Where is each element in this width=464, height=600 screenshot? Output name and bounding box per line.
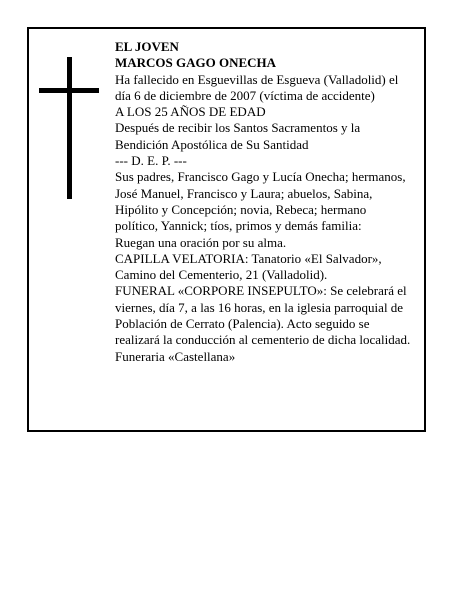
cross-horizontal-bar xyxy=(39,88,99,93)
deceased-name: MARCOS GAGO ONECHA xyxy=(115,55,277,71)
sacraments-line: Después de recibir los Santos Sacramentos y la Bendición Apostólica de Su Santidad xyxy=(115,120,361,152)
family-list: Sus padres, Francisco Gago y Lucía Onecha; hermanos, José Manuel, Francisco y Laura; abuelos, Sabina, Hipólito y Concepción; novia, Rebeca; hermano político, Yannick; tíos, primos y demás familia: xyxy=(115,169,406,234)
chapel-info: CAPILLA VELATORIA: Tanatorio «El Salvador», Camino del Cementerio, 21 (Valladolid). xyxy=(115,250,382,283)
funeral-home: Funeraria «Castellana» xyxy=(115,348,236,364)
obituary-notice xyxy=(27,27,426,432)
notice-body xyxy=(115,39,428,365)
cross-icon xyxy=(39,57,99,199)
cross-vertical-bar xyxy=(67,57,72,199)
prayer-request: Ruegan una oración por su alma. xyxy=(115,234,287,250)
funeral-info: FUNERAL «CORPORE INSEPULTO»: Se celebrará el viernes, día 7, a las 16 horas, en la iglesia parroquial de Población de Cerrato (Palencia). Acto seguido se realizará la conducción al cementerio de dicha localidad. xyxy=(115,283,411,348)
death-announcement: Ha fallecido en Esguevillas de Esgueva (Valladolid) el día 6 de diciembre de 2007 (víctima de accidente) xyxy=(115,71,399,103)
rip-line: --- D. E. P. --- xyxy=(115,153,187,169)
age-line: A LOS 25 AÑOS DE EDAD xyxy=(115,104,266,120)
heading-line-1: EL JOVEN xyxy=(115,39,179,54)
